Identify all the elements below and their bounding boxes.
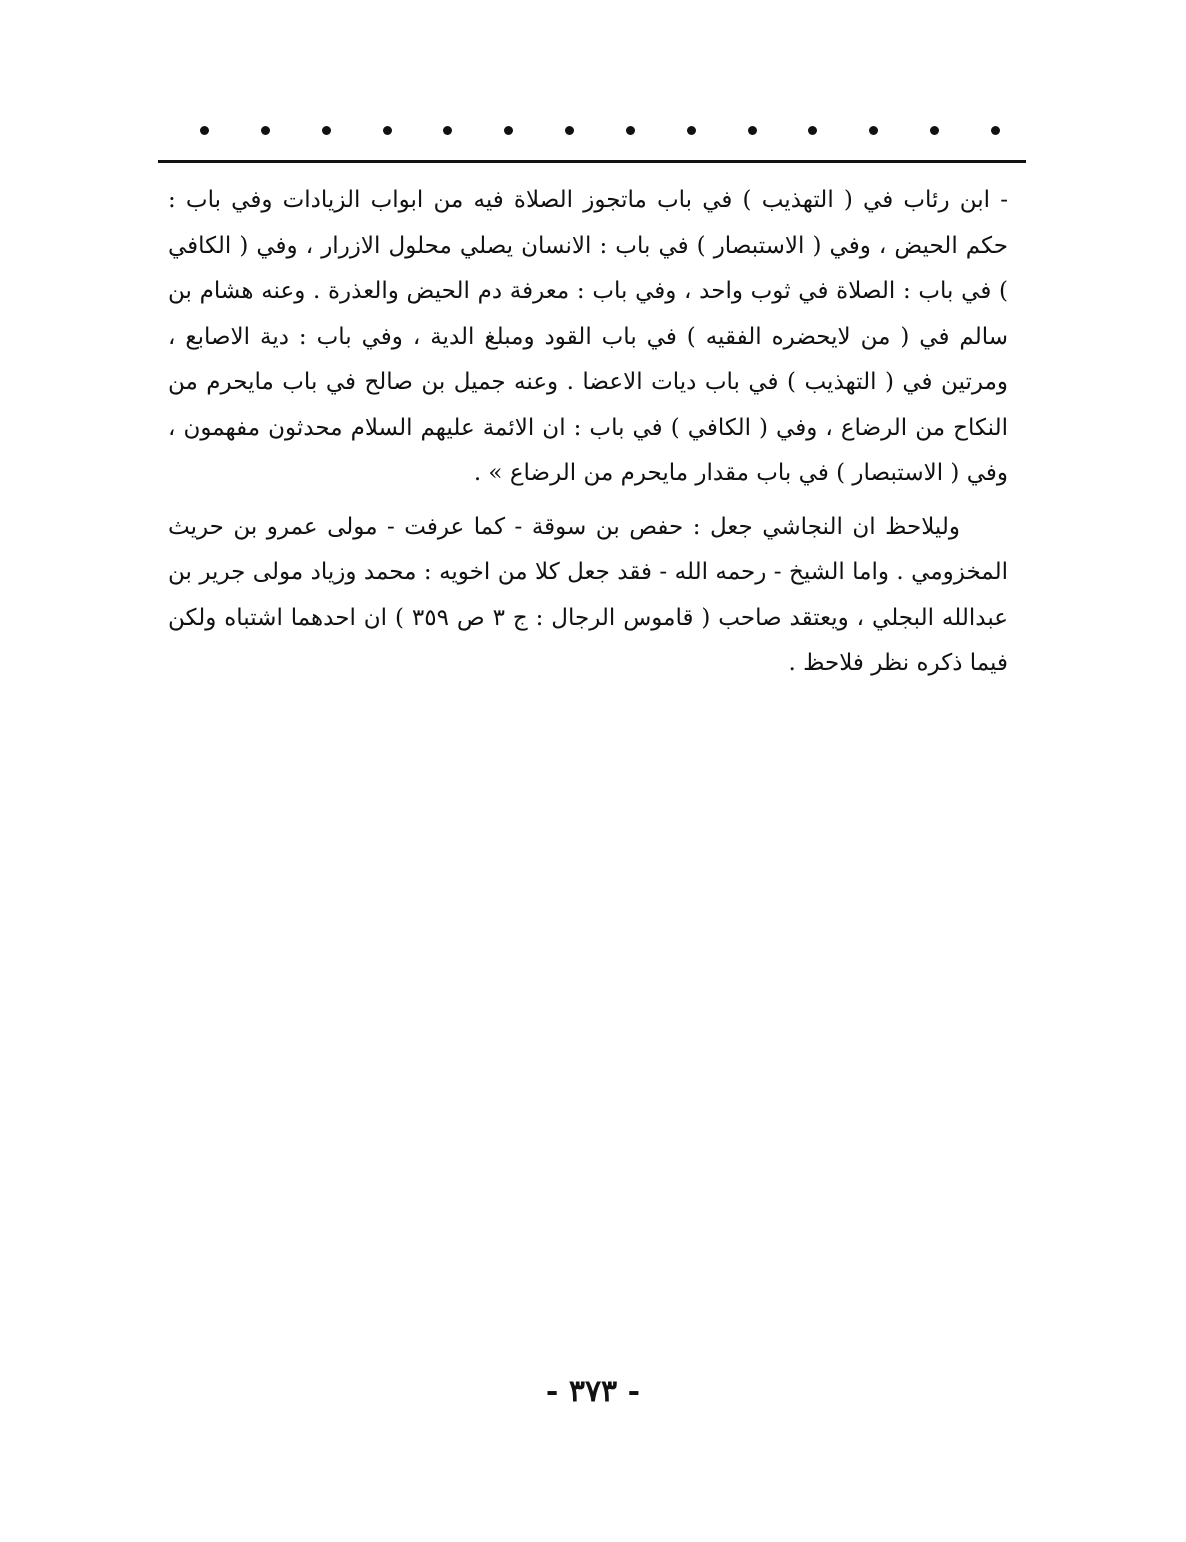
ornament-dot	[200, 126, 209, 135]
ornament-dot	[322, 126, 331, 135]
paragraph-note: وليلاحظ ان النجاشي جعل : حفص بن سوقة - كما عرفت - مولى عمرو بن حريث المخزومي . واما الشيخ - رحمه الله - فقد جعل كلا من اخويه : محمد وزياد مولى جرير بن عبدالله البجلي ، ويعتقد صاحب ( قاموس الرجال : ج ٣ ص ٣٥٩ ) ان احدهما اشتباه ولكن فيما ذكره نظر فلاحظ .	[168, 513, 1008, 676]
ornament-dot	[383, 126, 392, 135]
ornament-dot	[626, 126, 635, 135]
paragraph-continuation: - ابن رئاب في ( التهذيب ) في باب ماتجوز الصلاة فيه من ابواب الزيادات وفي باب : حكم الحيض ، وفي ( الاستبصار ) في باب : الانسان يصلي محلول الازرار ، وفي ( الكافي ) في باب : الصلاة في ثوب واحد ، وفي باب : معرفة دم الحيض والعذرة . وعنه هشام بن سالم في ( من لايحضره الفقيه ) في باب القود ومبلغ الدية ، وفي باب : دية الاصابع ، ومرتين في ( التهذيب ) في باب ديات الاعضا . وعنه جميل بن صالح في باب مايحرم من النكاح من الرضاع ، وفي ( الكافي ) في باب : ان الائمة عليهم السلام محدثون مفهمون ، وفي ( الاستبصار ) في باب مقدار مايحرم من الرضاع » .	[168, 187, 1008, 486]
ornament-dot	[869, 126, 878, 135]
ornament-dot	[443, 126, 452, 135]
ornament-dot	[808, 126, 817, 135]
ornament-dot	[565, 126, 574, 135]
page-number: - ٣٧٣ -	[545, 1374, 641, 1409]
footnote-text-block	[168, 178, 1008, 687]
ornament-dot	[504, 126, 513, 135]
ornament-dot	[930, 126, 939, 135]
ornament-dot	[748, 126, 757, 135]
ornament-dot	[687, 126, 696, 135]
header-divider-rule	[158, 160, 1026, 163]
ornament-dot	[991, 126, 1000, 135]
ornament-dot	[261, 126, 270, 135]
header-ornament-dots	[200, 118, 1000, 142]
